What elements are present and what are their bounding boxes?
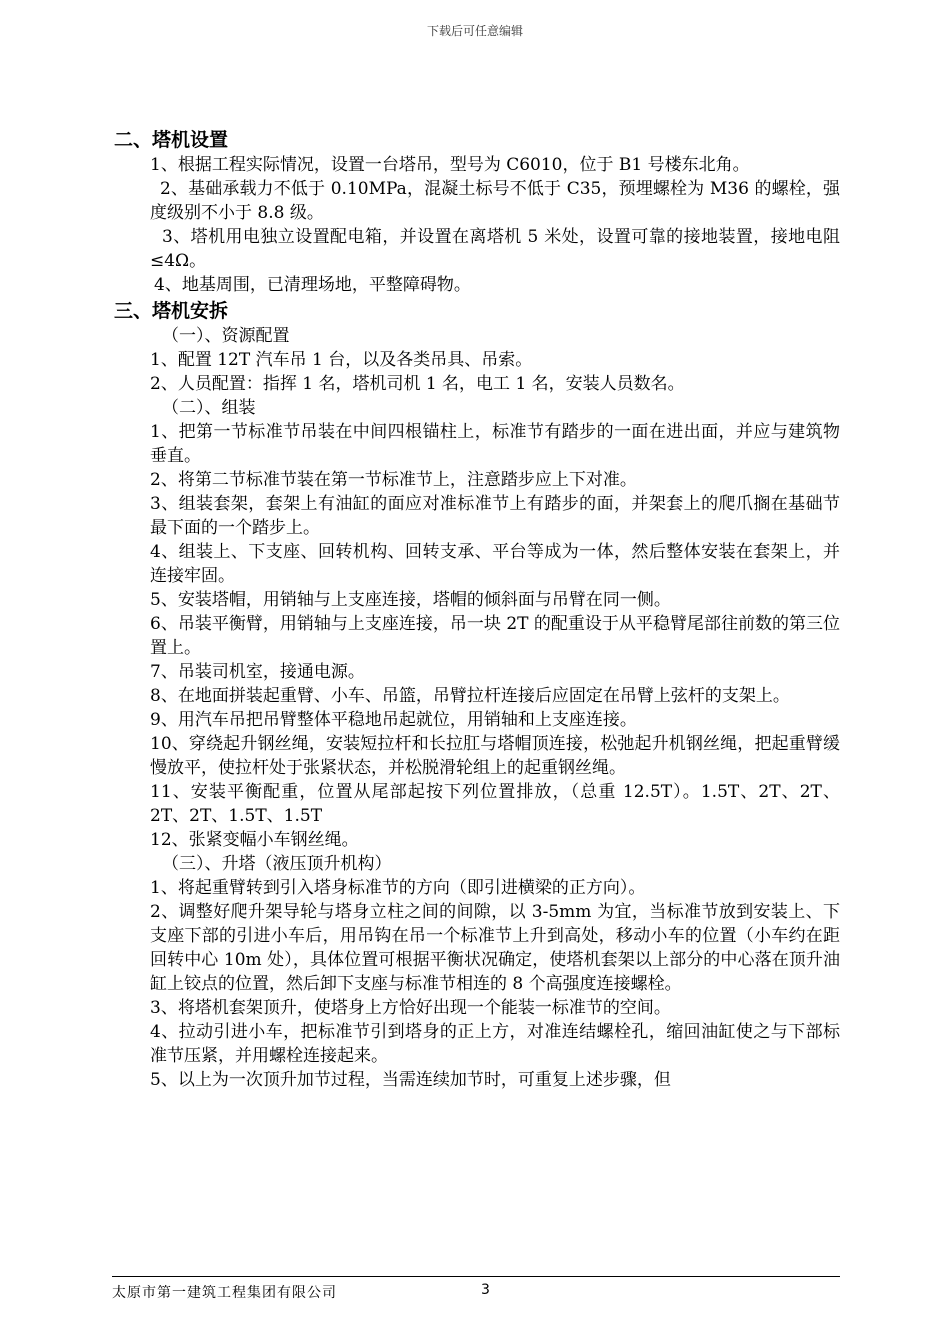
paragraph: 4、拉动引进小车，把标准节引到塔身的正上方，对准连结螺栓孔，缩回油缸使之与下部标准节压紧，并用螺栓连接起来。 [150,1022,840,1066]
paragraph: 1、将起重臂转到引入塔身标准节的方向（即引进横梁的正方向）。 [150,878,646,898]
paragraph: 1、配置 12T 汽车吊 1 台，以及各类吊具、吊索。 [150,350,533,370]
header-note: 下载后可任意编辑 [426,24,523,38]
section-heading-tower-installation: 三、塔机安拆 [114,300,229,322]
paragraph: 9、用汽车吊把吊臂整体平稳地吊起就位，用销轴和上支座连接。 [150,710,637,730]
paragraph: 3、将塔机套架顶升，使塔身上方恰好出现一个能装一标准节的空间。 [150,998,671,1018]
paragraph: 12、张紧变幅小车钢丝绳。 [150,830,359,850]
paragraph: 4、地基周围，已清理场地，平整障碍物。 [154,275,471,295]
paragraph: 5、安装塔帽，用销轴与上支座连接，塔帽的倾斜面与吊臂在同一侧。 [150,590,671,610]
paragraph: 6、吊装平衡臂，用销轴与上支座连接，吊一块 2T 的配重设于从平稳臂尾部往前数的第三位置上。 [150,614,840,658]
document-body [114,126,840,1092]
paragraph: 1、根据工程实际情况，设置一台塔吊，型号为 C6010，位于 B1 号楼东北角。 [150,155,750,175]
paragraph: 5、以上为一次顶升加节过程，当需连续加节时，可重复上述步骤，但 [150,1070,671,1090]
footer-company: 太原市第一建筑工程集团有限公司 [112,1285,337,1301]
subsection-title-climbing: （三）、升塔（液压顶升机构） [162,854,392,874]
paragraph: 7、吊装司机室，接通电源。 [150,662,365,682]
paragraph: 2、将第二节标准节装在第一节标准节上，注意踏步应上下对准。 [150,470,637,490]
paragraph: 11、安装平衡配重，位置从尾部起按下列位置排放，（总重 12.5T）。1.5T、2T、2T、2T、2T、1.5T、1.5T [150,782,840,826]
paragraph: 3、塔机用电独立设置配电箱，并设置在离塔机 5 米处，设置可靠的接地装置，接地电阻≤4Ω。 [150,227,840,271]
paragraph: 2、调整好爬升架导轮与塔身立柱之间的间隙，以 3-5mm 为宜，当标准节放到安装上、下支座下部的引进小车后，用吊钩在吊一个标准节上升到高处，移动小车的位置（小车约在距回转中心 10m 处），具体位置可根据平衡状况确定，使塔机套架以上部分的中心落在顶升油缸上铰点的位置，然后卸下支座与标准节相连的 8 个高强度连接螺栓。 [150,902,840,994]
section-heading-tower-setup: 二、塔机设置 [114,129,229,151]
subsection-title-resources: （一）、资源配置 [162,326,290,346]
paragraph: 2、基础承载力不低于 0.10MPa，混凝土标号不低于 C35，预埋螺栓为 M36 的螺栓，强度级别不小于 8.8 级。 [150,179,840,223]
paragraph: 2、人员配置：指挥 1 名，塔机司机 1 名，电工 1 名，安装人员数名。 [150,374,685,394]
footer-divider [112,1276,840,1277]
paragraph: 10、穿绕起升钢丝绳，安装短拉杆和长拉肛与塔帽顶连接，松弛起升机钢丝绳，把起重臂缓慢放平，使拉杆处于张紧状态，并松脱滑轮组上的起重钢丝绳。 [150,734,840,778]
paragraph: 1、把第一节标准节吊装在中间四根锚柱上，标准节有踏步的一面在进出面，并应与建筑物垂直。 [150,422,840,466]
subsection-title-assembly: （二）、组装 [162,398,256,418]
page-number: 3 [481,1282,490,1298]
paragraph: 4、组装上、下支座、回转机构、回转支承、平台等成为一体，然后整体安装在套架上，并连接牢固。 [150,542,840,586]
paragraph: 8、在地面拼装起重臂、小车、吊篮，吊臂拉杆连接后应固定在吊臂上弦杆的支架上。 [150,686,790,706]
paragraph: 3、组装套架，套架上有油缸的面应对准标准节上有踏步的面，并架套上的爬爪搁在基础节最下面的一个踏步上。 [150,494,840,538]
